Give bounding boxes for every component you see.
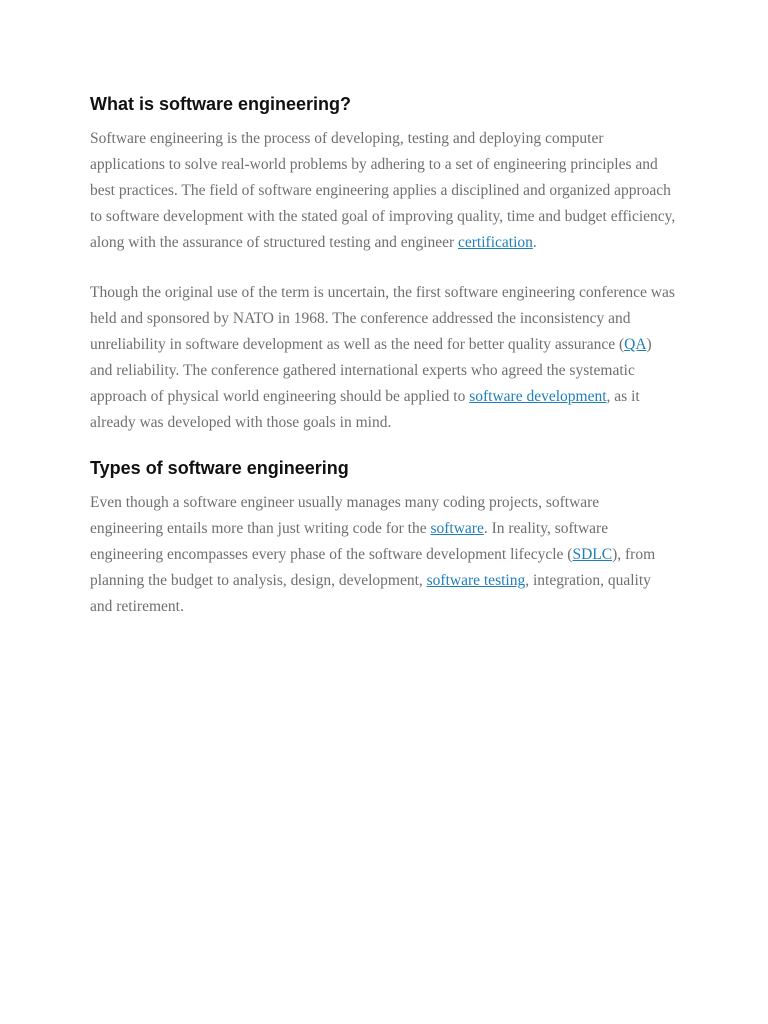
paragraph-text: Software engineering is the process of developing, testing and deploying computer applications to solve real-world problems by adhering to a set of engineering principles and best practices. The field of software engineering applies a disciplined and organized approach to software development with the stated goal of improving quality, time and budget efficiency, along with the assurance of structured testing and engineer [90,130,676,251]
link-software-development[interactable]: software development [469,388,607,405]
link-software-testing[interactable]: software testing [426,572,526,589]
link-software[interactable]: software [430,520,484,537]
link-sdlc[interactable]: SDLC [572,546,613,563]
paragraph-text: . [532,234,537,251]
paragraph-text: Even though a software engineer usually manages many coding projects, software engineering entails more than just writing code for the [90,494,600,537]
paragraph-text: , integration, quality and retirement. [90,572,651,615]
paragraph-text: ), from planning the budget to analysis, design, development, [90,546,656,589]
link-certification[interactable]: certification [458,234,533,251]
paragraph-types [90,490,676,620]
article [90,92,676,620]
heading-types-of-software-engineering: Types of software engineering [90,458,349,478]
link-qa[interactable]: QA [624,336,647,353]
heading-what-is-software-engineering: What is software engineering? [90,94,352,114]
paragraph-text: . In reality, software engineering encompasses every phase of the software development lifecycle ( [90,520,609,563]
paragraph-text: ) and reliability. The conference gathered international experts who agreed the systematic approach of physical world engineering should be applied to [90,336,652,405]
paragraph-text: , as it already was developed with those goals in mind. [90,388,640,431]
paragraph-definition [90,126,676,256]
paragraph-text: Though the original use of the term is uncertain, the first software engineering conference was held and sponsored by NATO in 1968. The conference addressed the inconsistency and unreliability in software development as well as the need for better quality assurance ( [90,284,675,353]
paragraph-history [90,280,676,436]
